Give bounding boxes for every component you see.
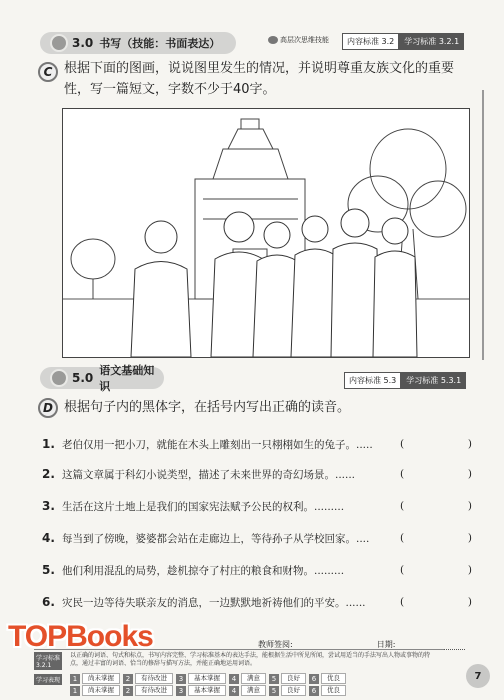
footer-standard-box <box>34 649 444 694</box>
question-c-text: 根据下面的图画，说说图里发生的情况，并说明尊重友族文化的重要性，写一篇短文，字数不少于40字。 <box>64 61 455 97</box>
date-label: 日期: <box>376 640 396 649</box>
learning-standard-label: 学习标准 3.2.1 <box>399 33 464 50</box>
rating-option[interactable]: 5 良好 <box>269 673 306 684</box>
section-bullet-icon <box>50 34 68 52</box>
sentence-item: 6. 灾民一边等待失联亲友的消息，一边默默地祈祷他们的平安。...... ( ) <box>42 595 472 609</box>
rating-row <box>70 673 349 684</box>
answer-blank[interactable]: ( ) <box>400 468 472 480</box>
section-number: 3.0 <box>72 36 94 50</box>
section-3-header <box>40 32 236 54</box>
rating-option[interactable]: 4 满意 <box>229 673 266 684</box>
footer-std-tag2: 学习表现 <box>34 674 62 685</box>
section-5-header <box>40 364 164 393</box>
section-title: 语文基础知识 <box>99 364 155 393</box>
sentence-item: 2. 这篇文章属于科幻小说类型，描述了未来世界的奇幻场景。...... ( ) <box>42 467 472 481</box>
rating-option[interactable]: 5 良好 <box>269 685 306 696</box>
rating-option[interactable]: 3 基本掌握 <box>176 685 226 696</box>
answer-blank[interactable]: ( ) <box>400 596 472 608</box>
section-bullet-icon <box>50 369 68 387</box>
rating-option[interactable]: 2 有待改进 <box>123 673 173 684</box>
sentence-item: 1. 老伯仅用一把小刀，就能在木头上雕刻出一只栩栩如生的兔子。..... ( ) <box>42 437 472 451</box>
topbooks-logo: TOPBooks <box>8 620 153 653</box>
footer-std-desc: 以正确的词语、句式和标点，书写内容完整、学习标准基本的表达手法，能根据生活中所见所闻，尝试用适当的手法写出人物或事物的特点，通过丰富的词语、恰当的修辞与描写方法，并能正确地运用词语。 <box>70 652 431 667</box>
rating-option[interactable]: 4 满意 <box>229 685 266 696</box>
margin-line <box>482 90 484 360</box>
rating-option[interactable]: 1 尚未掌握 <box>70 685 120 696</box>
rating-option[interactable]: 1 尚未掌握 <box>70 673 120 684</box>
answer-blank[interactable]: ( ) <box>400 564 472 576</box>
temple-scene-illustration <box>63 109 469 357</box>
answer-blank[interactable]: ( ) <box>400 438 472 450</box>
page-number: 7 <box>466 664 490 688</box>
section-title: 书写（技能：书面表达） <box>99 37 221 50</box>
question-d-text: 根据句子内的黑体字，在括号内写出正确的读音。 <box>64 400 351 415</box>
thinking-skill-tag: 高层次思维技能 <box>268 35 329 45</box>
answer-blank[interactable]: ( ) <box>400 500 472 512</box>
content-standard-label: 内容标准 3.2 <box>342 33 399 50</box>
rating-option[interactable]: 6 优良 <box>309 685 346 696</box>
sentence-item: 4. 每当到了傍晚，婆婆都会站在走廊边上，等待孙子从学校回家。.... ( ) <box>42 531 472 545</box>
rating-option[interactable]: 2 有待改进 <box>123 685 173 696</box>
sentence-item: 3. 生活在这片土地上是我们的国家宪法赋予公民的权利。......... ( ) <box>42 499 472 513</box>
teacher-sign-label: 教师签阅: <box>258 640 293 649</box>
people-drawing <box>131 209 417 357</box>
question-letter-d: D <box>38 398 58 418</box>
rating-option[interactable]: 3 基本掌握 <box>176 673 226 684</box>
sentence-list <box>42 430 472 618</box>
sentence-item: 5. 他们利用混乱的局势，趁机掠夺了村庄的粮食和财物。......... ( ) <box>42 563 472 577</box>
standard-tags-3 <box>342 33 464 50</box>
illustration-frame <box>62 108 470 358</box>
question-letter-c: C <box>38 62 58 82</box>
content-standard-label: 内容标准 5.3 <box>344 372 401 389</box>
standard-tags-5 <box>344 372 466 389</box>
learning-standard-label: 学习标准 5.3.1 <box>401 372 466 389</box>
rating-row <box>70 685 349 696</box>
section-number: 5.0 <box>72 371 94 385</box>
answer-blank[interactable]: ( ) <box>400 532 472 544</box>
footer-std-tag: 学习标准 3.2.1 <box>34 652 62 670</box>
brain-icon <box>268 36 278 44</box>
rating-option[interactable]: 6 优良 <box>309 673 346 684</box>
